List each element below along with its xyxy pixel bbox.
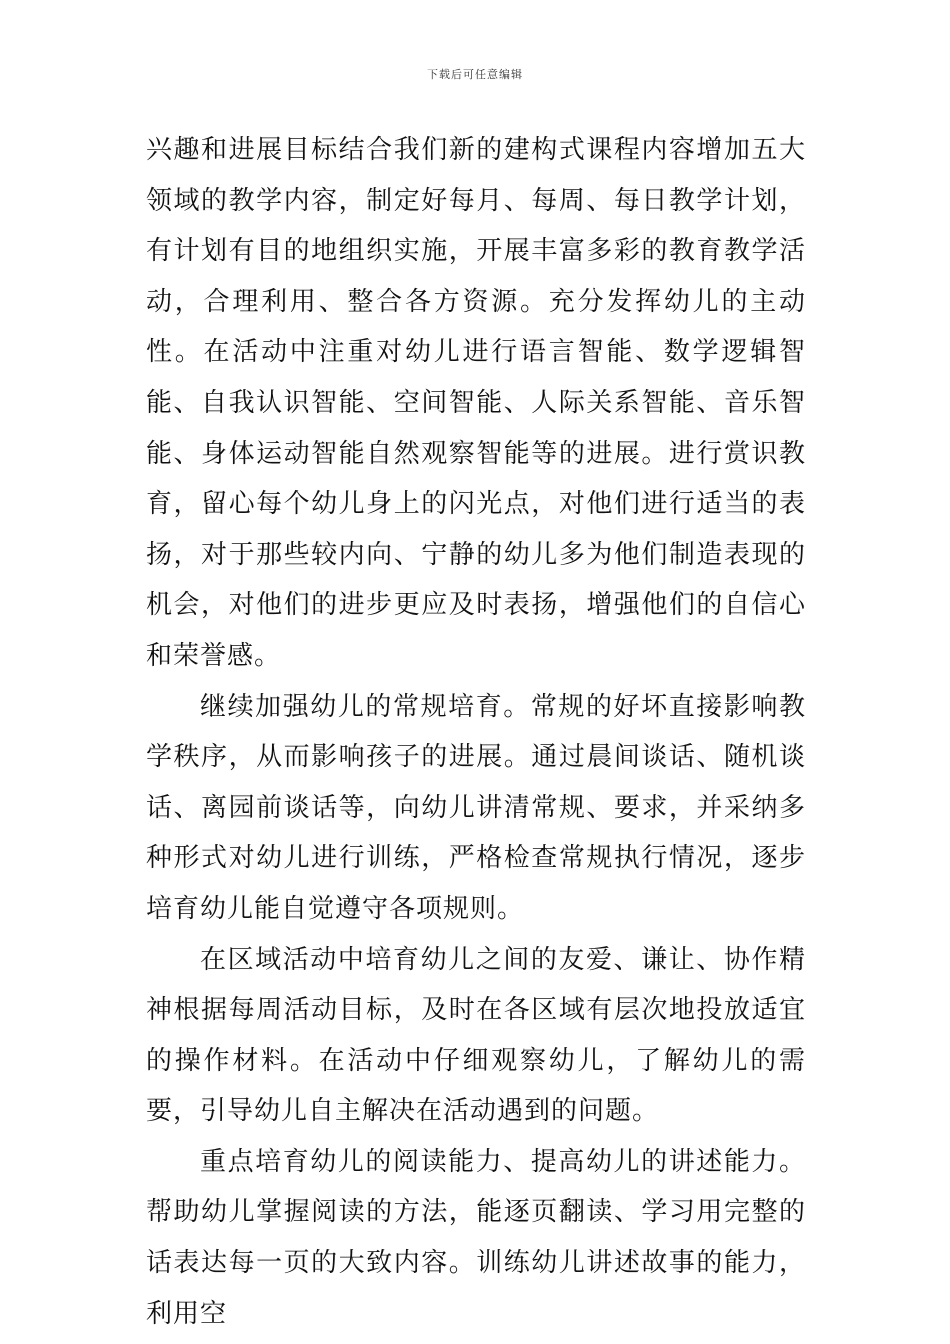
paragraph-3: 在区域活动中培育幼儿之间的友爱、谦让、协作精神根据每周活动目标，及时在各区域有层次地投放适宜的操作材料。在活动中仔细观察幼儿，了解幼儿的需要，引导幼儿自主解决在活动遇到的问题。: [146, 944, 806, 1127]
paragraph-2: 继续加强幼儿的常规培育。常规的好坏直接影响教学秩序，从而影响孩子的进展。通过晨间谈话、随机谈话、离园前谈话等，向幼儿讲清常规、要求，并采纳多种形式对幼儿进行训练，严格检查常规执行情况，逐步培育幼儿能自觉遵守各项规则。: [146, 691, 806, 924]
document-body: [146, 125, 806, 1339]
header-note: 下载后可任意编辑: [427, 68, 523, 81]
paragraph-4: 重点培育幼儿的阅读能力、提高幼儿的讲述能力。帮助幼儿掌握阅读的方法，能逐页翻读、学习用完整的话表达每一页的大致内容。训练幼儿讲述故事的能力，利用空: [146, 1146, 806, 1329]
paragraph-1: 兴趣和进展目标结合我们新的建构式课程内容增加五大领域的教学内容，制定好每月、每周、每日教学计划，有计划有目的地组织实施，开展丰富多彩的教育教学活动，合理利用、整合各方资源。充分发挥幼儿的主动性。在活动中注重对幼儿进行语言智能、数学逻辑智能、自我认识智能、空间智能、人际关系智能、音乐智能、身体运动智能自然观察智能等的进展。进行赏识教育，留心每个幼儿身上的闪光点，对他们进行适当的表扬，对于那些较内向、宁静的幼儿多为他们制造表现的机会，对他们的进步更应及时表扬，增强他们的自信心和荣誉感。: [146, 135, 806, 671]
